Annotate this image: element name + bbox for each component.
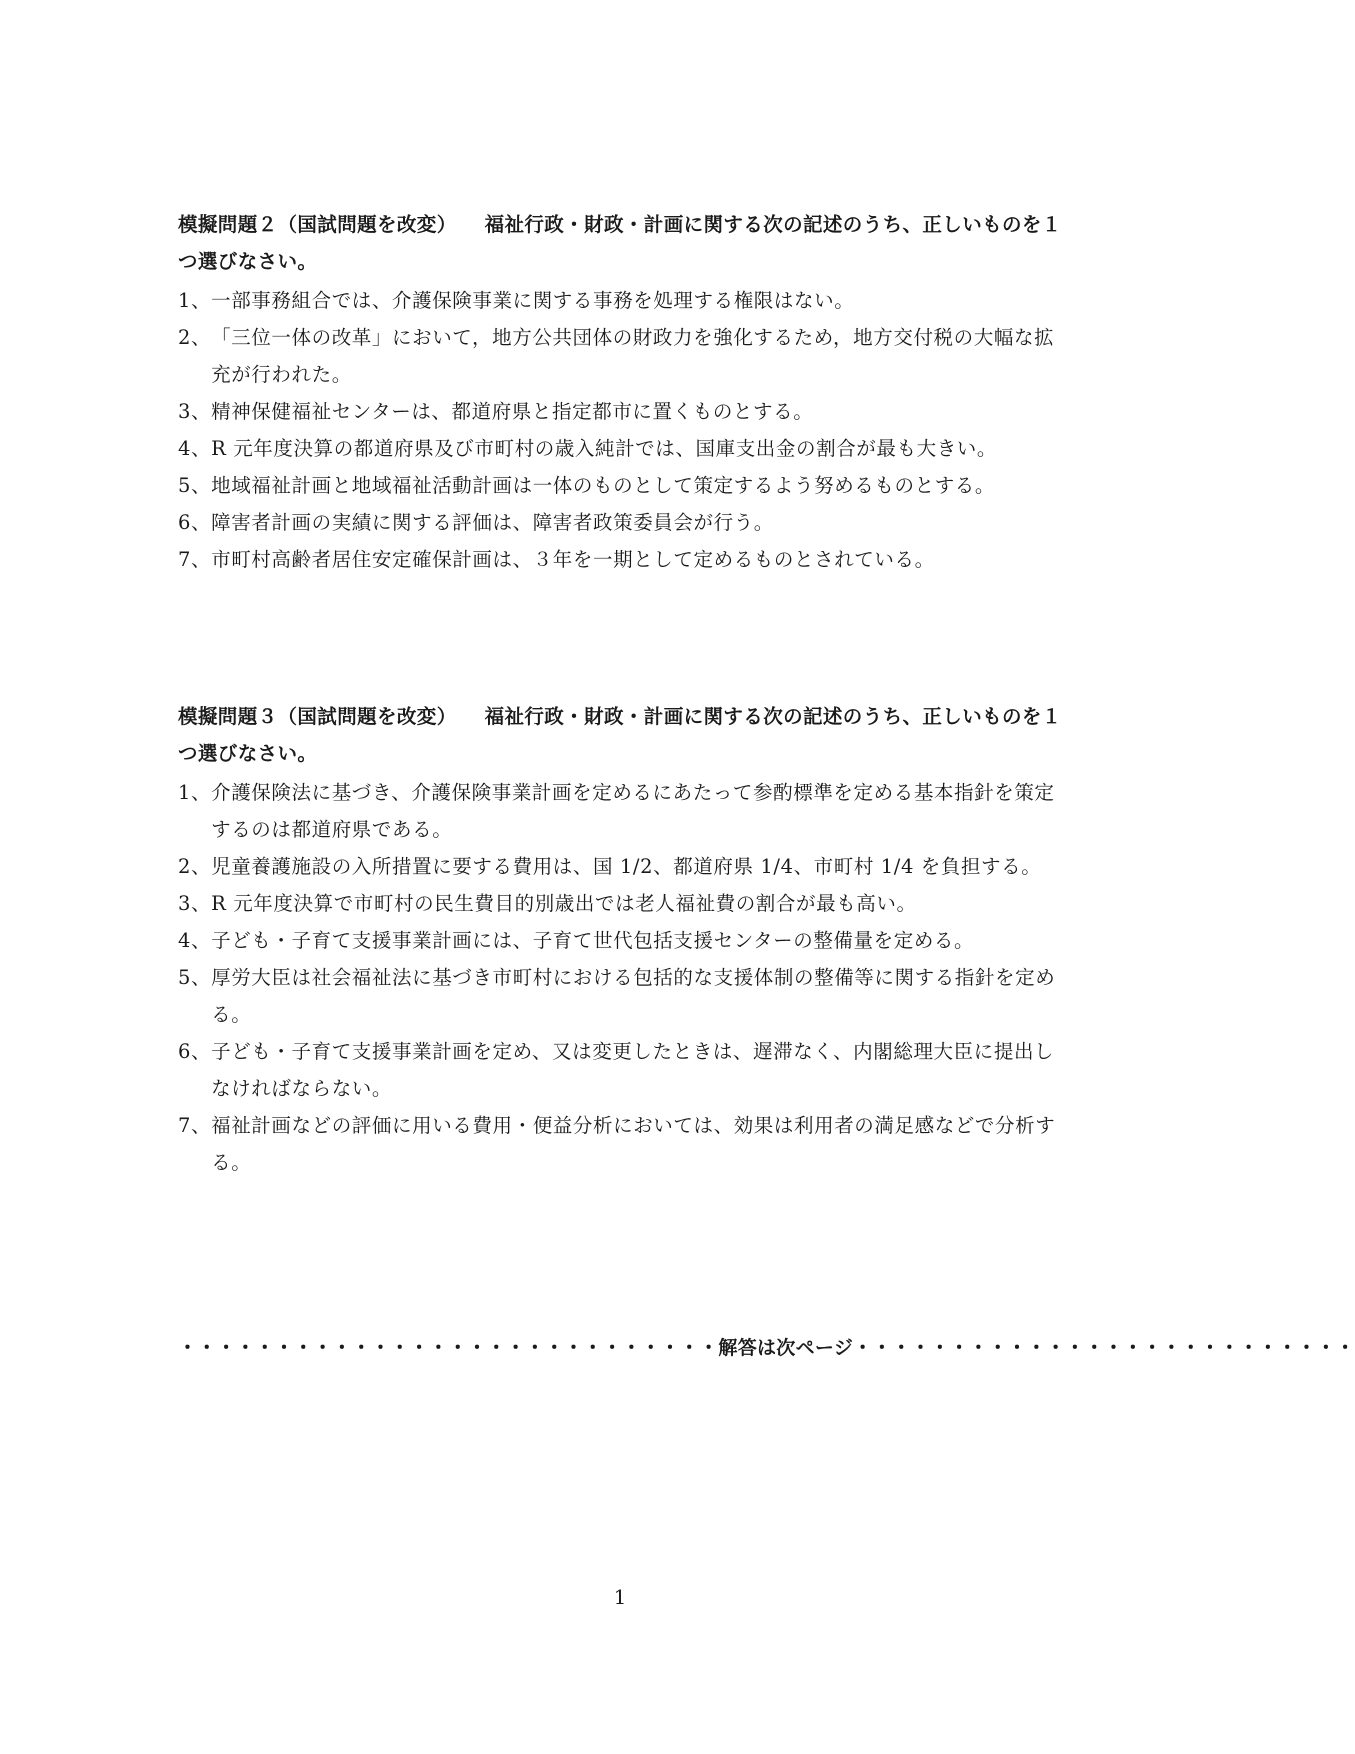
- question-heading: [178, 698, 1068, 772]
- page-number: 1: [613, 1585, 627, 1609]
- option-number: 4、: [178, 437, 212, 460]
- question-2: [178, 206, 1068, 578]
- option-item: [178, 1033, 1068, 1107]
- option-item: [178, 885, 1068, 922]
- option-number: 2、: [178, 855, 212, 878]
- option-text: 児童養護施設の入所措置に要する費用は、国 1/2、都道府県 1/4、市町村 1/4 を負担する。: [211, 855, 1042, 878]
- option-text: 地域福祉計画と地域福祉活動計画は一体のものとして策定するよう努めるものとする。: [211, 474, 996, 497]
- option-number: 3、: [178, 892, 212, 915]
- next-page-note: ・・・・・・・・・・・・・・・・・・・・・・・・・・・・解答は次ページ・・・・・・・・・・・・・・・・・・・・・・・・・・: [178, 1337, 1355, 1359]
- option-text: 子ども・子育て支援事業計画を定め、又は変更したときは、遅滞なく、内閣総理大臣に提出しなければならない。: [211, 1040, 1055, 1100]
- option-item: [178, 922, 1068, 959]
- option-number: 6、: [178, 1040, 212, 1063]
- option-number: 1、: [178, 289, 212, 312]
- option-text: 福祉計画などの評価に用いる費用・便益分析においては、効果は利用者の満足感などで分析する。: [211, 1114, 1056, 1174]
- option-item: [178, 393, 1068, 430]
- option-text: 精神保健福祉センターは、都道府県と指定都市に置くものとする。: [211, 400, 814, 423]
- option-text: 一部事務組合では、介護保険事業に関する事務を処理する権限はない。: [211, 289, 855, 312]
- option-number: 2、: [178, 326, 212, 349]
- option-text: 障害者計画の実績に関する評価は、障害者政策委員会が行う。: [211, 511, 774, 534]
- option-text: R 元年度決算の都道府県及び市町村の歳入純計では、国庫支出金の割合が最も大きい。: [211, 437, 997, 460]
- option-item: [178, 467, 1068, 504]
- option-number: 7、: [178, 548, 212, 571]
- option-item: [178, 282, 1068, 319]
- option-text: 介護保険法に基づき、介護保険事業計画を定めるにあたって参酌標準を定める基本指針を策定するのは都道府県である。: [211, 781, 1055, 841]
- option-item: [178, 959, 1068, 1033]
- option-text: 厚労大臣は社会福祉法に基づき市町村における包括的な支援体制の整備等に関する指針を定める。: [211, 966, 1056, 1026]
- option-item: [178, 541, 1068, 578]
- question-number: 模擬問題３（国試問題を改変）: [178, 705, 457, 728]
- option-text: 市町村高齢者居住安定確保計画は、３年を一期として定めるものとされている。: [211, 548, 935, 571]
- option-number: 6、: [178, 511, 212, 534]
- option-text: 「三位一体の改革」において，地方公共団体の財政力を強化するため，地方交付税の大幅な拡充が行われた。: [211, 326, 1055, 386]
- option-item: [178, 774, 1068, 848]
- option-item: [178, 1107, 1068, 1181]
- option-list: [178, 774, 1068, 1181]
- question-3: [178, 698, 1068, 1181]
- option-list: [178, 282, 1068, 578]
- question-heading: [178, 206, 1068, 280]
- option-number: 7、: [178, 1114, 212, 1137]
- option-text: R 元年度決算で市町村の民生費目的別歳出では老人福祉費の割合が最も高い。: [211, 892, 917, 915]
- question-prompt: 福祉行政・財政・計画に関する次の記述のうち、正しいものを１つ選びなさい。: [178, 705, 1062, 765]
- option-item: [178, 430, 1068, 467]
- option-item: [178, 319, 1068, 393]
- option-number: 3、: [178, 400, 212, 423]
- option-item: [178, 848, 1068, 885]
- option-number: 5、: [178, 966, 212, 989]
- question-number: 模擬問題２（国試問題を改変）: [178, 213, 457, 236]
- option-item: [178, 504, 1068, 541]
- question-prompt: 福祉行政・財政・計画に関する次の記述のうち、正しいものを１つ選びなさい。: [178, 213, 1062, 273]
- option-number: 5、: [178, 474, 212, 497]
- option-text: 子ども・子育て支援事業計画には、子育て世代包括支援センターの整備量を定める。: [211, 929, 975, 952]
- option-number: 4、: [178, 929, 212, 952]
- option-number: 1、: [178, 781, 212, 804]
